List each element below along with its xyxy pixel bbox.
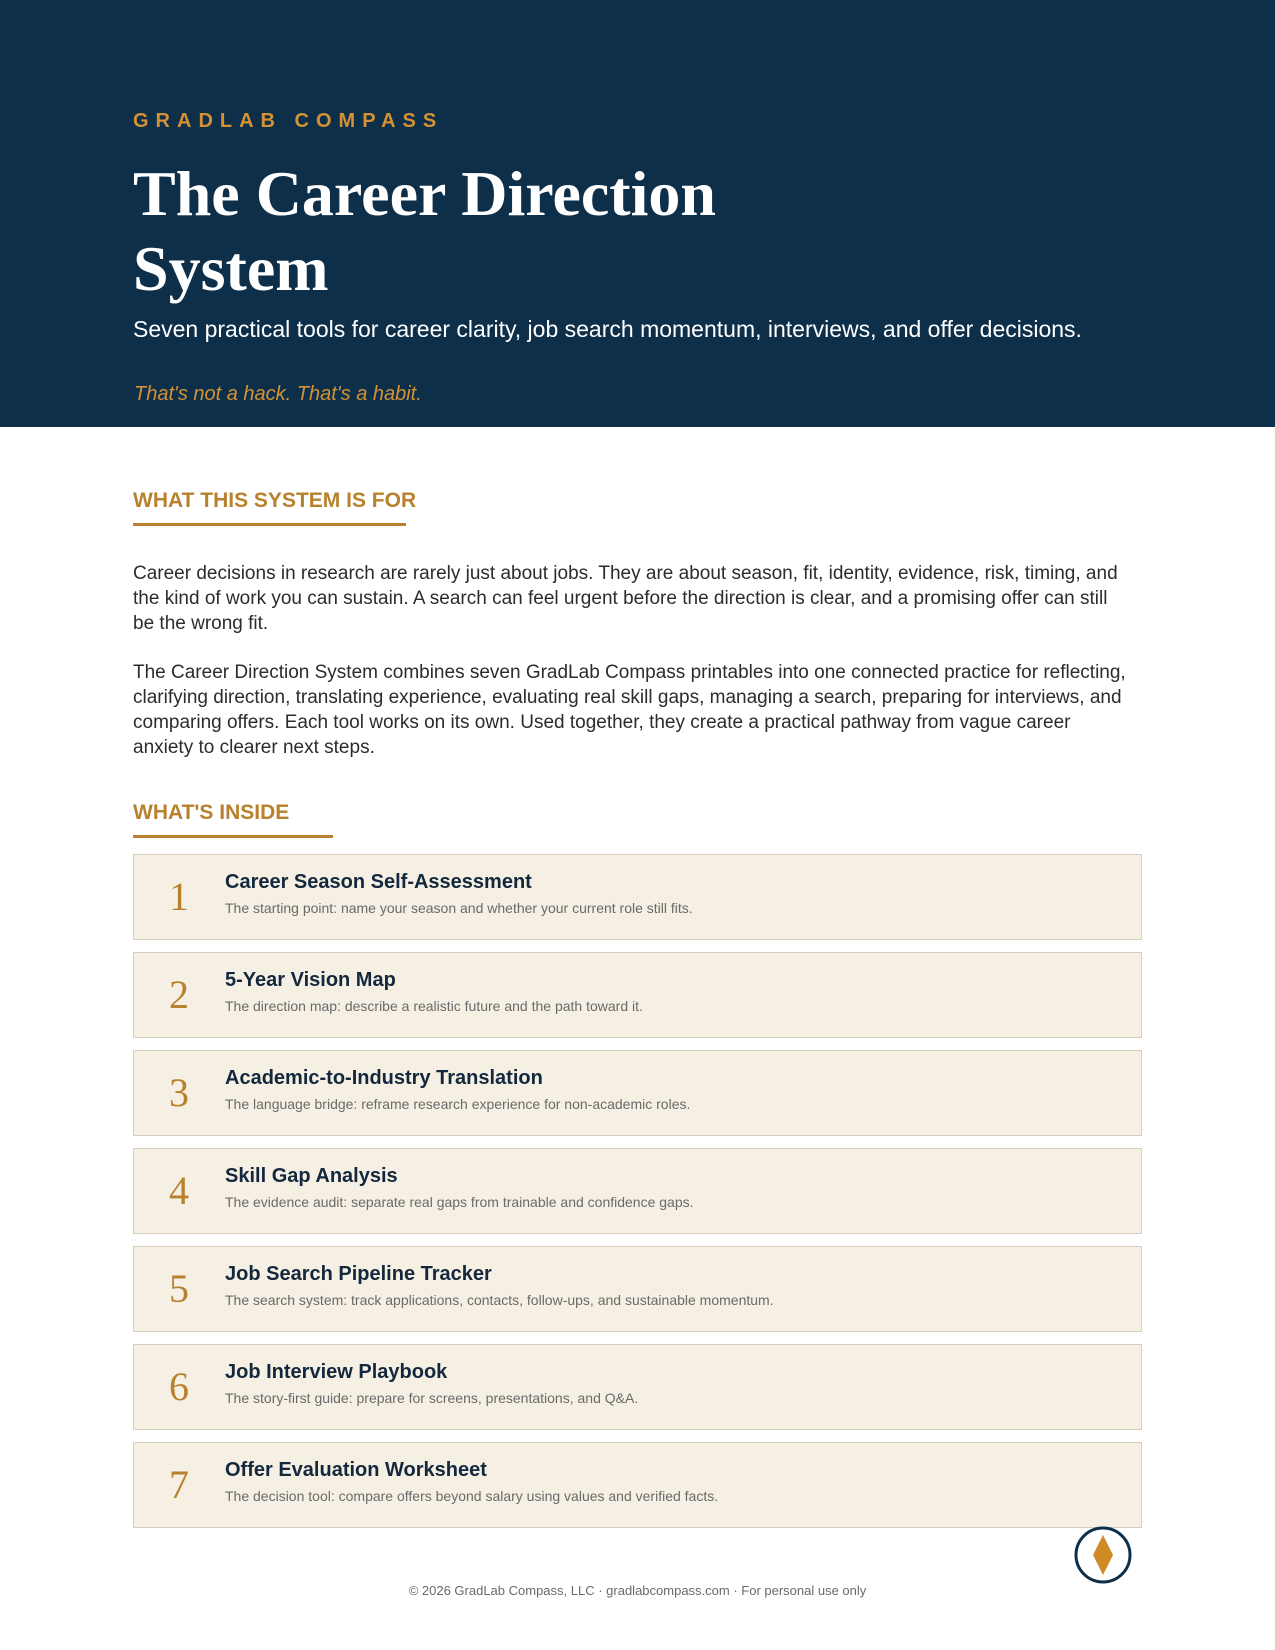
tool-description: The decision tool: compare offers beyond salary using values and verified facts. xyxy=(225,1488,719,1504)
tool-description: The direction map: describe a realistic future and the path toward it. xyxy=(225,998,643,1014)
tagline: That's not a hack. That's a habit. xyxy=(134,383,422,405)
tool-name: Job Search Pipeline Tracker xyxy=(225,1263,492,1285)
page-subtitle: Seven practical tools for career clarity, job search momentum, interviews, and offer decisions. xyxy=(133,316,1082,342)
tool-description: The story-first guide: prepare for screens, presentations, and Q&A. xyxy=(225,1390,639,1406)
tool-number: 3 xyxy=(169,1070,189,1115)
tool-card xyxy=(133,1148,1142,1234)
brand-eyebrow: GRADLAB COMPASS xyxy=(133,110,444,132)
tool-number: 4 xyxy=(169,1168,189,1213)
section-heading-purpose: WHAT THIS SYSTEM IS FOR xyxy=(133,489,406,526)
tool-name: Career Season Self-Assessment xyxy=(225,871,532,893)
tool-name: Offer Evaluation Worksheet xyxy=(225,1459,487,1481)
section-heading-inside: WHAT'S INSIDE xyxy=(133,801,333,838)
tool-name: 5-Year Vision Map xyxy=(225,969,396,991)
tool-card xyxy=(133,1344,1142,1430)
tool-number: 7 xyxy=(169,1462,189,1507)
tool-name: Job Interview Playbook xyxy=(225,1361,448,1383)
tool-name: Skill Gap Analysis xyxy=(225,1165,398,1187)
compass-diamond-icon xyxy=(1073,1525,1133,1585)
tool-number: 6 xyxy=(169,1364,189,1409)
tool-card xyxy=(133,1246,1142,1332)
tool-number: 5 xyxy=(169,1266,189,1311)
tool-description: The language bridge: reframe research experience for non-academic roles. xyxy=(225,1096,691,1112)
tool-card xyxy=(133,854,1142,940)
page-footer: © 2026 GradLab Compass, LLC · gradlabcompass.com · For personal use only xyxy=(408,1583,867,1598)
tool-card xyxy=(133,1050,1142,1136)
tool-description: The starting point: name your season and whether your current role still fits. xyxy=(225,900,693,916)
tool-description: The evidence audit: separate real gaps from trainable and confidence gaps. xyxy=(225,1194,694,1210)
tool-name: Academic-to-Industry Translation xyxy=(225,1067,543,1089)
purpose-paragraph-1: Career decisions in research are rarely just about jobs. They are about season, fit, identity, evidence, risk, timing, and the kind of work you can sustain. A search can feel urgent before the direction is clear, and a promising offer can still be the wrong fit. xyxy=(133,563,1118,634)
tool-list xyxy=(133,854,1142,1540)
tool-number: 2 xyxy=(169,972,189,1017)
tool-card xyxy=(133,1442,1142,1528)
tool-card xyxy=(133,952,1142,1038)
hero-banner xyxy=(0,0,1275,427)
page-title: The Career Direction System xyxy=(133,158,716,304)
purpose-paragraph-2: The Career Direction System combines seven GradLab Compass printables into one connected practice for reflecting, clarifying direction, translating experience, evaluating real skill gaps, managing a search, preparing for interviews, and comparing offers. Each tool works on its own. Used together, they create a practical pathway from vague career anxiety to clearer next steps. xyxy=(133,662,1126,758)
tool-number: 1 xyxy=(169,874,189,919)
tool-description: The search system: track applications, contacts, follow-ups, and sustainable momentum. xyxy=(225,1292,774,1308)
